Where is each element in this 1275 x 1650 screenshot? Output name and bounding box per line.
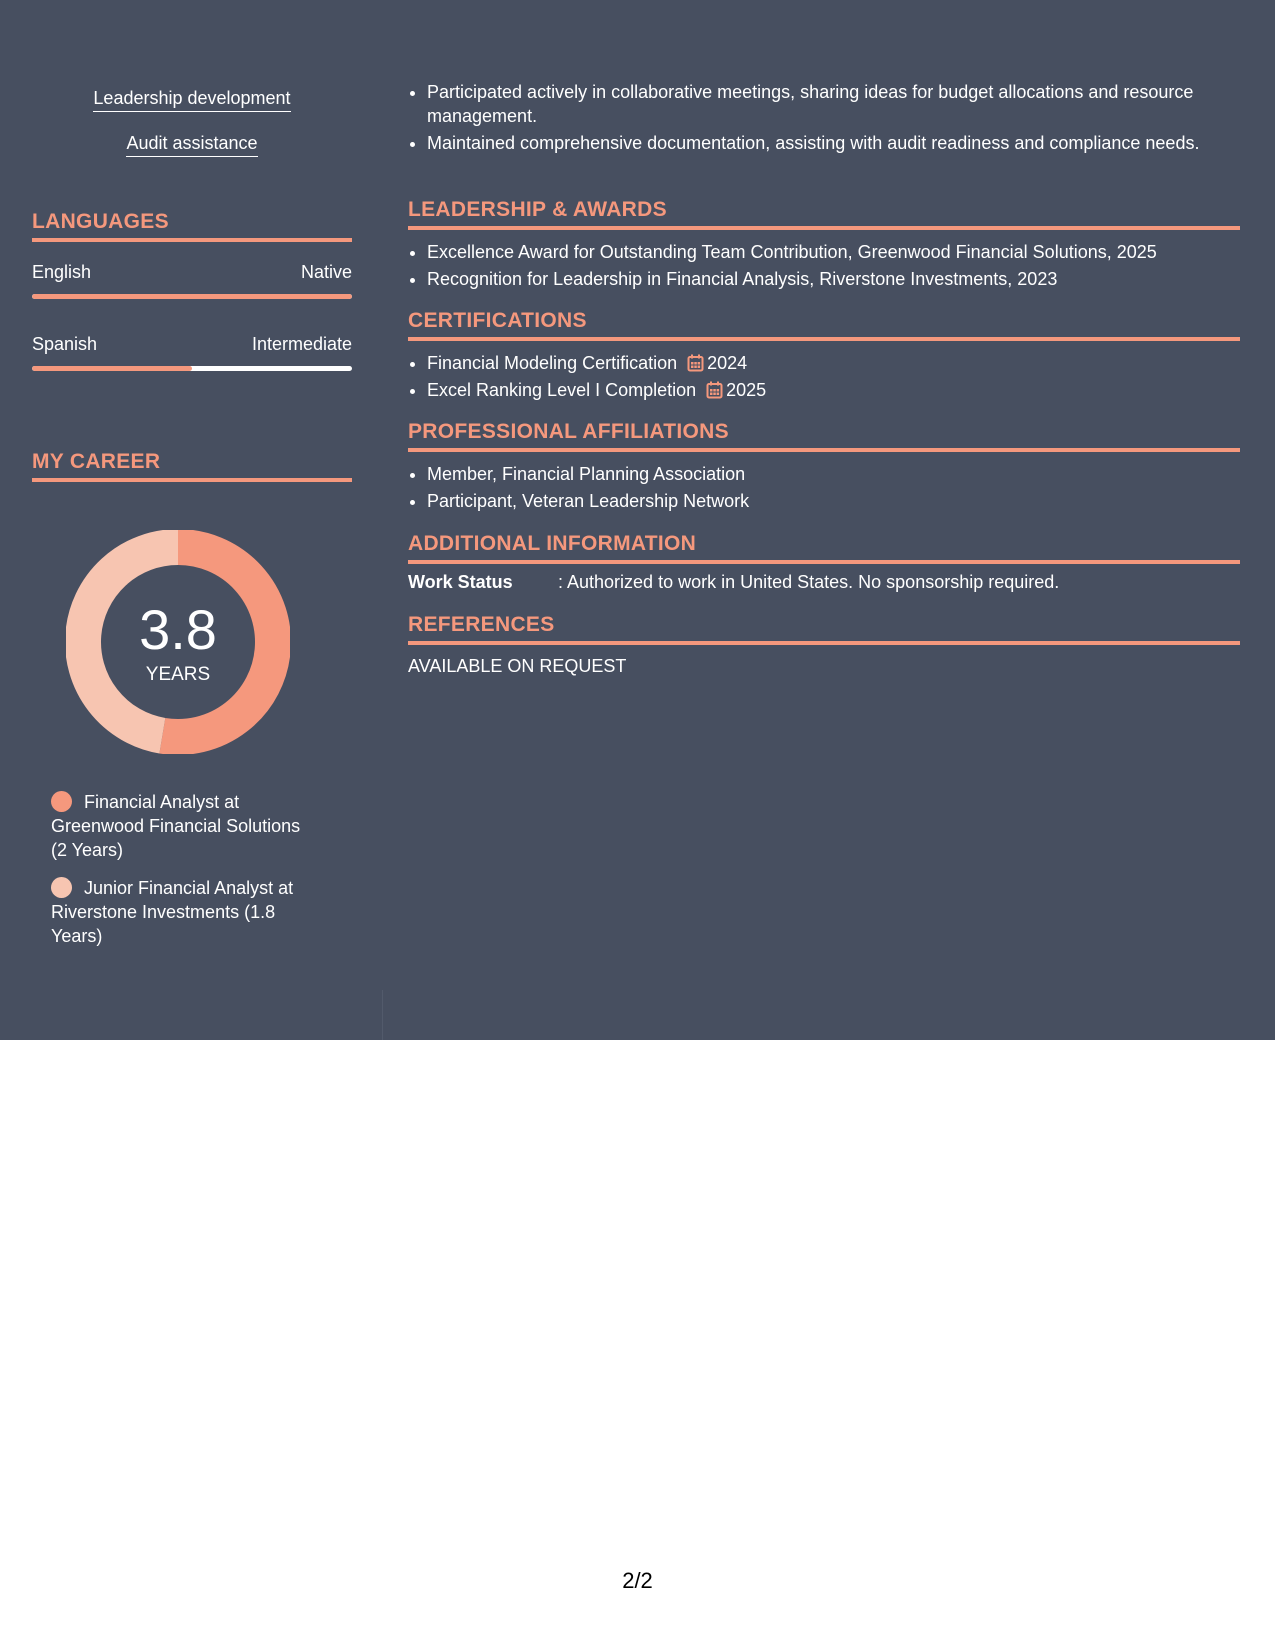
career-legend-item: [51, 790, 321, 862]
work-status-value: : Authorized to work in United States. No sponsorship required.: [558, 572, 1060, 592]
language-item: [32, 262, 352, 299]
calendar-icon: [687, 354, 704, 372]
column-divider: [382, 990, 383, 1040]
career-legend-label: Junior Financial Analyst at Riverstone Investments (1.8 Years): [51, 878, 294, 946]
skill-label: Audit assistance: [126, 133, 257, 157]
donut-center: [66, 530, 290, 754]
language-item: [32, 334, 352, 371]
affiliations-section: [408, 420, 1240, 516]
skill-item: [32, 133, 352, 157]
career-total-unit: YEARS: [145, 664, 211, 685]
references-section: [408, 613, 1240, 677]
skill-item: [32, 88, 352, 112]
career-heading: MY CAREER: [32, 450, 352, 482]
work-status-row: [408, 572, 1240, 593]
awards-section: [408, 198, 1240, 294]
affiliation-item: • Participant, Veteran Leadership Network: [427, 489, 1240, 513]
language-proficiency-fill: [32, 366, 192, 371]
awards-heading: LEADERSHIP & AWARDS: [408, 198, 1240, 230]
language-proficiency-bar: [32, 366, 352, 371]
legend-dot-icon: [51, 877, 72, 898]
certification-year: 2024: [707, 353, 748, 373]
career-total-years: 3.8: [139, 598, 217, 661]
calendar-icon: [706, 381, 723, 399]
work-status-label: Work Status: [408, 572, 513, 592]
additional-info-heading: ADDITIONAL INFORMATION: [408, 532, 1240, 564]
language-level: Native: [300, 262, 352, 282]
page-number: 2/2: [622, 1568, 653, 1593]
award-item: • Excellence Award for Outstanding Team Contribution, Greenwood Financial Solutions, 2025: [427, 240, 1240, 264]
legend-dot-icon: [51, 791, 72, 812]
language-level: Intermediate: [251, 334, 352, 354]
certification-item: [427, 351, 1240, 375]
experience-bullet: • Participated actively in collaborative meetings, sharing ideas for budget allocations and resource management.: [427, 80, 1240, 128]
affiliation-item: • Member, Financial Planning Association: [427, 462, 1240, 486]
certification-item: [427, 378, 1240, 402]
certification-name: Excel Ranking Level I Completion: [427, 380, 697, 400]
certification-year: 2025: [726, 380, 767, 400]
references-heading: REFERENCES: [408, 613, 1240, 645]
experience-bullets: [408, 80, 1240, 158]
career-legend-label: Financial Analyst at Greenwood Financial Solutions (2 Years): [51, 792, 301, 860]
career-donut-chart: [66, 530, 290, 754]
certification-name: Financial Modeling Certification: [427, 353, 678, 373]
experience-bullet: • Maintained comprehensive documentation, assisting with audit readiness and compliance needs.: [427, 131, 1240, 155]
certifications-section: [408, 309, 1240, 405]
language-name: Spanish: [32, 334, 98, 354]
award-item: • Recognition for Leadership in Financial Analysis, Riverstone Investments, 2023: [427, 267, 1240, 291]
career-legend-item: [51, 876, 321, 948]
references-text: AVAILABLE ON REQUEST: [408, 656, 627, 676]
skill-label: Leadership development: [93, 88, 290, 112]
languages-section: [32, 210, 352, 371]
language-name: English: [32, 262, 92, 282]
affiliations-heading: PROFESSIONAL AFFILIATIONS: [408, 420, 1240, 452]
career-section: [32, 450, 352, 482]
certifications-heading: CERTIFICATIONS: [408, 309, 1240, 341]
language-proficiency-fill: [32, 294, 352, 299]
additional-info-section: [408, 532, 1240, 593]
language-proficiency-bar: [32, 294, 352, 299]
languages-heading: LANGUAGES: [32, 210, 352, 242]
